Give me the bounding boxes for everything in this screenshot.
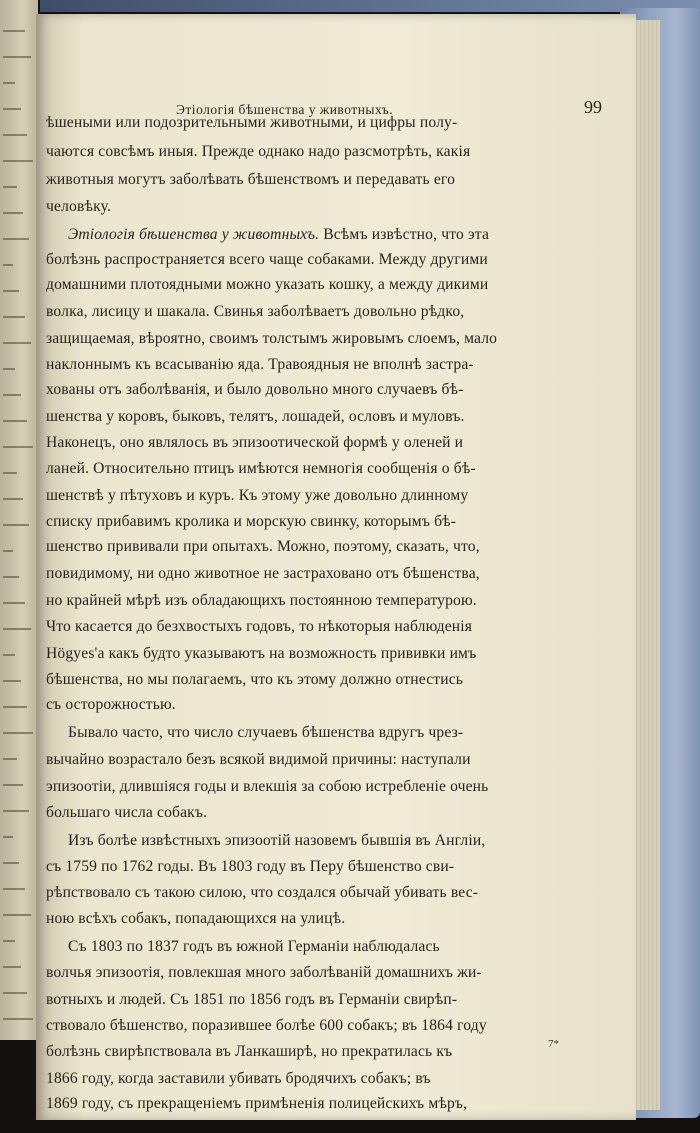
text-line: 1869 году, съ прекращеніемъ примѣненія полицейскихъ мѣръ, <box>46 1095 468 1112</box>
facing-page-mark <box>3 654 15 656</box>
text-line: защищаемая, вѣроятно, своимъ толстымъ жировымъ слоемъ, мало <box>46 330 498 347</box>
facing-page-mark <box>3 836 13 838</box>
facing-page-mark <box>3 160 33 162</box>
facing-page-mark <box>3 290 19 292</box>
facing-page <box>0 0 38 1040</box>
facing-page-mark <box>3 628 31 630</box>
text-line: наклоннымъ къ всасыванію яда. Травоядныя не вполнѣ застра- <box>46 356 474 373</box>
facing-page-mark <box>3 134 27 136</box>
text-line: но крайней мѣрѣ изъ обладающихъ постоянною температурою. <box>46 592 477 609</box>
text-line: вычайно возрастало безъ всякой видимой причины: наступали <box>46 751 471 768</box>
facing-page-mark <box>3 264 13 266</box>
text-line: шенство прививали при опытахъ. Можно, поэтому, сказать, что, <box>46 538 480 555</box>
facing-page-mark <box>3 420 27 422</box>
text-line: хованы отъ заболѣванія, и было довольно много случаевъ бѣ- <box>46 381 464 398</box>
facing-page-mark <box>3 212 23 214</box>
facing-page-mark <box>3 940 15 942</box>
facing-page-mark <box>3 316 25 318</box>
text-line: Бывало часто, что число случаевъ бѣшенства вдругъ чрез- <box>68 724 464 741</box>
text-line: повидимому, ни одно животное не застраховано отъ бѣшенства, <box>46 565 480 582</box>
text-line: Что касается до безхвостыхъ годовъ, то нѣкоторыя наблюденія <box>46 618 473 635</box>
text-line: человѣку. <box>46 198 112 215</box>
facing-page-mark <box>3 758 17 760</box>
text-line: Изъ болѣе извѣстныхъ эпизоотій назовемъ бывшія въ Англіи, <box>68 832 486 849</box>
text-line: списку прибавимъ кролика и морскую свинку, которымъ бѣ- <box>46 513 457 530</box>
facing-page-mark <box>3 472 17 474</box>
text-line: домашними плотоядными можно указать кошку, а между дикими <box>46 276 489 293</box>
facing-page-mark <box>3 550 13 552</box>
facing-page-mark <box>3 108 21 110</box>
facing-page-mark <box>3 862 19 864</box>
text-line: болѣзнь распространяется всего чаще собаками. Между другими <box>46 251 488 268</box>
facing-page-mark <box>3 810 29 812</box>
facing-page-mark <box>3 602 25 604</box>
text-line: вотныхъ и людей. Съ 1851 по 1856 годъ въ Германіи свирѣп- <box>46 991 458 1008</box>
facing-page-text-fragments <box>0 0 38 1040</box>
text-line: животныя могутъ заболѣвать бѣшенствомъ и передавать его <box>46 171 456 188</box>
running-head: Этіологія бѣшенства у животныхъ. <box>176 102 394 117</box>
signature-mark: 7* <box>548 1038 559 1050</box>
facing-page-mark <box>3 342 31 344</box>
text-line: ною всѣхъ собакъ, попадающихся на улицѣ. <box>46 910 346 927</box>
text-line: Högyes'а какъ будто указываютъ на возможность прививки имъ <box>46 645 477 662</box>
facing-page-mark <box>3 186 17 188</box>
text-line: эпизоотіи, длившіяся годы и влекшія за собою истребленіе очень <box>46 778 489 795</box>
text-line: волка, лисицу и шакала. Свинья заболѣваетъ довольно рѣдко, <box>46 303 465 320</box>
book-cover-top-edge <box>40 0 700 12</box>
facing-page-mark <box>3 368 15 370</box>
text-line: чаются совсѣмъ иныя. Прежде однако надо разсмотрѣть, какія <box>46 143 471 160</box>
book-page <box>36 14 636 1120</box>
facing-page-mark <box>3 888 25 890</box>
facing-page-mark <box>3 706 27 708</box>
text-line: съ осторожностью. <box>46 696 176 713</box>
text-line: шенства у коровъ, быковъ, телятъ, лошадей, ословъ и муловъ. <box>46 408 465 425</box>
text-line: бѣшенства, но мы полагаемъ, что къ этому должно отнестись <box>46 671 464 688</box>
text-line: ланей. Относительно птицъ имѣются немногія сообщенія о бѣ- <box>46 460 476 477</box>
facing-page-mark <box>3 446 33 448</box>
text-line: волчья эпизоотія, повлекшая много заболѣваній домашнихъ жи- <box>46 964 482 981</box>
facing-page-mark <box>3 576 19 578</box>
facing-page-mark <box>3 992 27 994</box>
facing-page-mark <box>3 966 21 968</box>
facing-page-mark <box>3 1018 33 1020</box>
text-line: съ 1759 по 1762 годы. Въ 1803 году въ Перу бѣшенство сви- <box>46 858 455 875</box>
facing-page-mark <box>3 238 29 240</box>
facing-page-mark <box>3 524 29 526</box>
facing-page-mark <box>3 498 23 500</box>
facing-page-mark <box>3 784 23 786</box>
text-line: болѣзнь свирѣпствовала въ Ланкаширѣ, но прекратилась къ <box>46 1043 453 1060</box>
page-number: 99 <box>584 97 602 117</box>
facing-page-mark <box>3 394 21 396</box>
text-line: шенствѣ у пѣтуховъ и куръ. Къ этому уже довольно длинному <box>46 487 469 504</box>
facing-page-mark <box>3 82 15 84</box>
facing-page-mark <box>3 56 31 58</box>
text-line: большаго числа собакъ. <box>46 804 208 821</box>
text-line: Съ 1803 по 1837 годъ въ южной Германіи наблюдалась <box>68 938 440 955</box>
text-line: ствовало бѣшенство, поразившее болѣе 600 собакъ; въ 1864 году <box>46 1017 487 1034</box>
facing-page-mark <box>3 914 31 916</box>
text-line: рѣпствовало съ такою силою, что создался обычай убивать вес- <box>46 884 479 901</box>
facing-page-mark <box>3 30 25 32</box>
text-line: Наконецъ, оно являлось въ эпизоотической формѣ у оленей и <box>46 434 464 451</box>
facing-page-mark <box>3 680 21 682</box>
text-line: 1866 году, когда заставили убивать бродячихъ собакъ; въ <box>46 1070 431 1087</box>
text-line: Этіологія бѣшенства у животныхъ. Всѣмъ извѣстно, что эта <box>68 226 490 243</box>
facing-page-mark <box>3 732 33 734</box>
text-line: ѣшеными или подозрительными животными, и цифры полу- <box>46 114 458 131</box>
